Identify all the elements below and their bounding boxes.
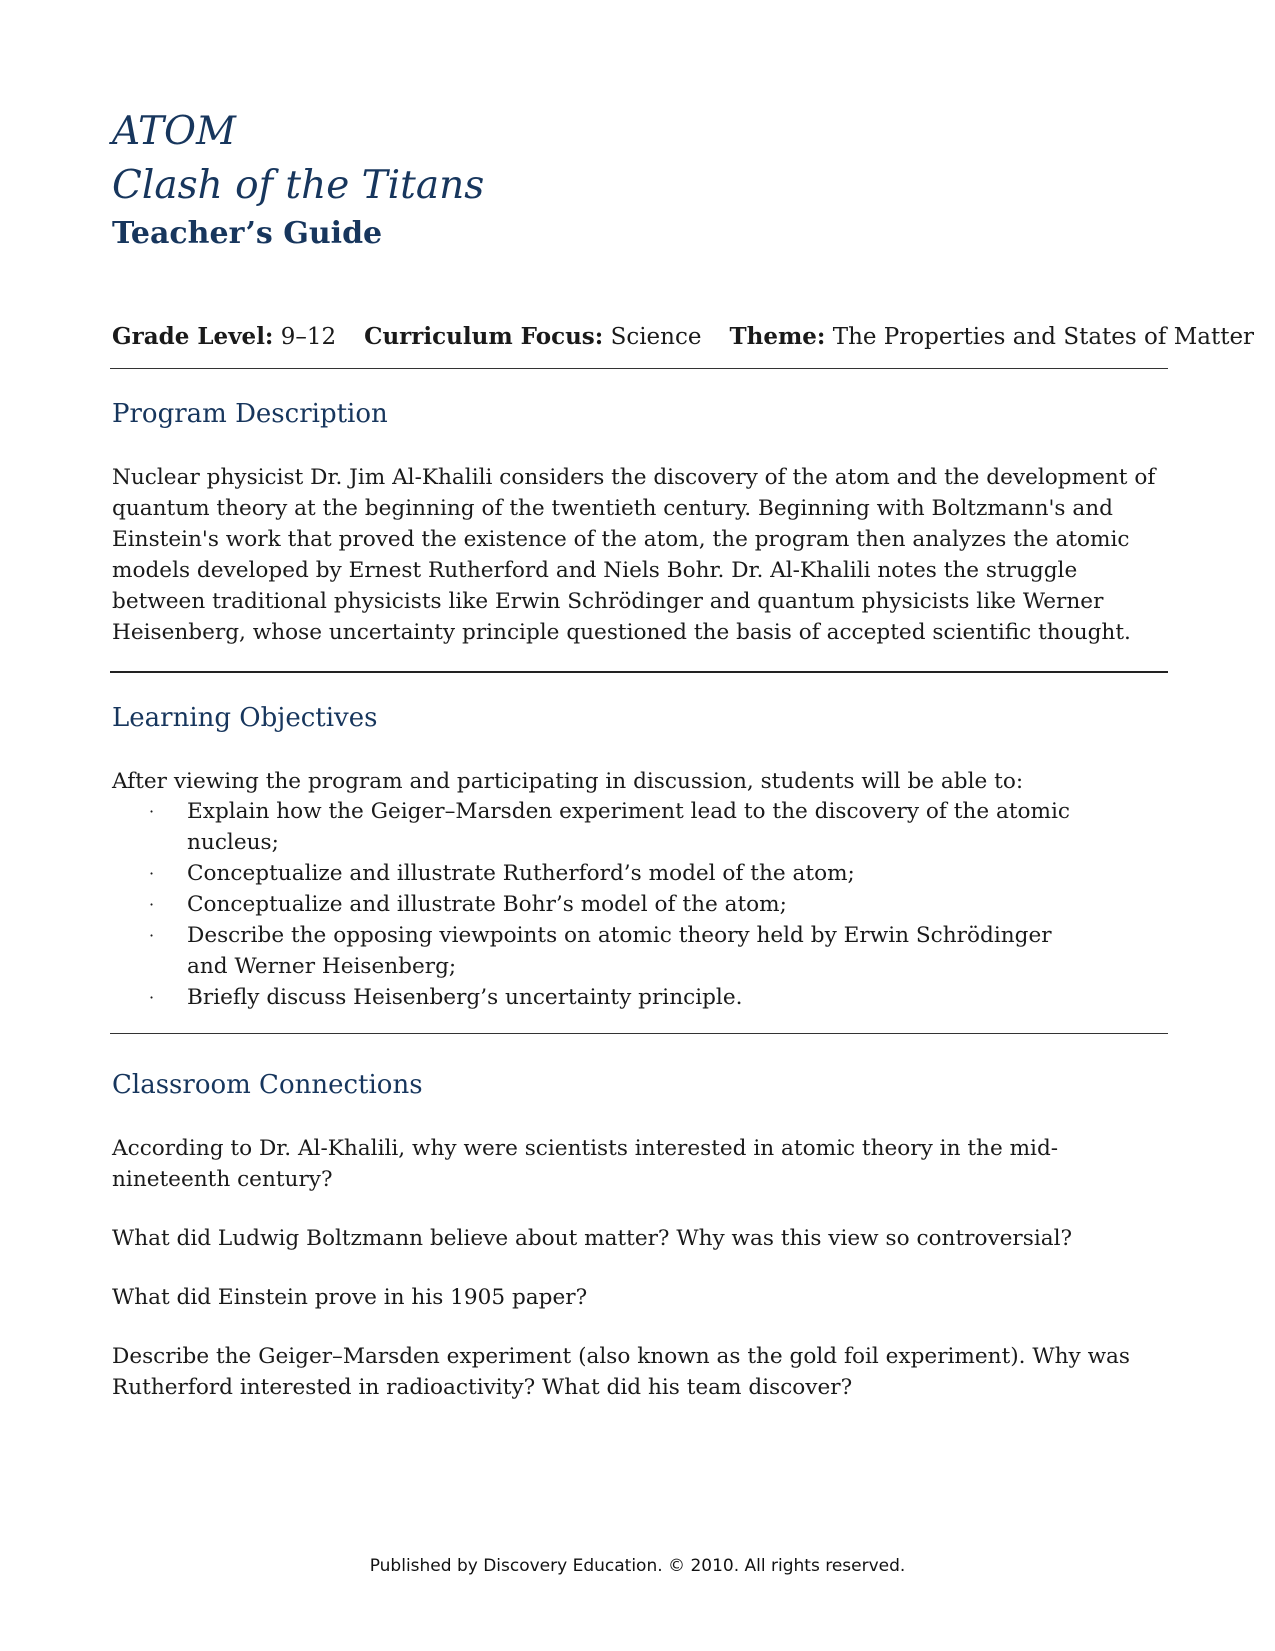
objective-text: Briefly discuss Heisenberg’s uncertainty principle. (187, 985, 743, 1010)
document-page (112, 105, 1255, 1400)
document-title-program: Clash of the Titans (112, 163, 485, 208)
divider-3 (110, 1033, 1168, 1034)
document-subtitle: Teacher’s Guide (112, 216, 383, 251)
list-item (112, 889, 1082, 920)
classroom-connections-heading: Classroom Connections (112, 1070, 423, 1100)
question-1: According to Dr. Al-Khalili, why were scientists interested in atomic theory in the mid-nineteenth century? (112, 1136, 1059, 1192)
learning-objectives-list (112, 796, 1167, 1013)
list-item (112, 920, 1082, 982)
grade-level (112, 323, 336, 350)
bullet: · (149, 926, 155, 945)
grade-level-value: 9–12 (280, 324, 337, 350)
bullet: · (149, 895, 155, 914)
list-item (112, 858, 1082, 889)
program-description-heading: Program Description (112, 399, 388, 429)
curriculum-focus-label: Curriculum Focus: (364, 323, 604, 350)
bullet: · (149, 802, 155, 821)
bullet: · (149, 988, 155, 1007)
divider-1 (110, 368, 1168, 369)
program-description-text: Nuclear physicist Dr. Jim Al-Khalili considers the discovery of the atom and the development of quantum theory at the beginning of the twentieth century. Beginning with Boltzmann's and Einstein's work that proved the existence of the atom, the program then analyzes the atomic models developed by Ernest Rutherford and Niels Bohr. Dr. Al-Khalili notes the struggle between traditional physicists like Erwin Schrödinger and quantum physicists like Werner Heisenberg, whose uncertainty principle questioned the basis of accepted scientific thought. (112, 465, 1156, 645)
curriculum-focus (364, 323, 701, 350)
objective-text: Conceptualize and illustrate Rutherford’s model of the atom; (187, 861, 855, 886)
theme-label: Theme: (729, 323, 826, 350)
page-footer: Published by Discovery Education. © 2010. All rights reserved. (369, 1556, 906, 1576)
bullet: · (149, 864, 155, 883)
document-title: ATOM (112, 109, 236, 154)
theme-value: The Properties and States of Matter (832, 324, 1255, 350)
objective-text: Explain how the Geiger–Marsden experiment lead to the discovery of the atomic nucleus; (187, 799, 1071, 855)
learning-objectives-intro: After viewing the program and participating in discussion, students will be able to: (112, 769, 1024, 794)
theme (729, 323, 1254, 350)
list-item (112, 796, 1082, 858)
question-3: What did Einstein prove in his 1905 paper? (112, 1285, 588, 1310)
objective-text: Conceptualize and illustrate Bohr’s model of the atom; (187, 892, 787, 917)
question-4: Describe the Geiger–Marsden experiment (also known as the gold foil experiment). Why was Rutherford interested in radioactivity? What did his team discover? (112, 1344, 1131, 1400)
list-item (112, 982, 1082, 1013)
meta-row (112, 323, 1255, 350)
learning-objectives-heading: Learning Objectives (112, 703, 378, 733)
divider-2 (110, 671, 1168, 673)
question-2: What did Ludwig Boltzmann believe about matter? Why was this view so controversial? (112, 1226, 1073, 1251)
curriculum-focus-value: Science (610, 324, 702, 350)
objective-text: Describe the opposing viewpoints on atomic theory held by Erwin Schrödinger and Werner Heisenberg; (187, 923, 1052, 979)
grade-level-label: Grade Level: (112, 323, 274, 350)
